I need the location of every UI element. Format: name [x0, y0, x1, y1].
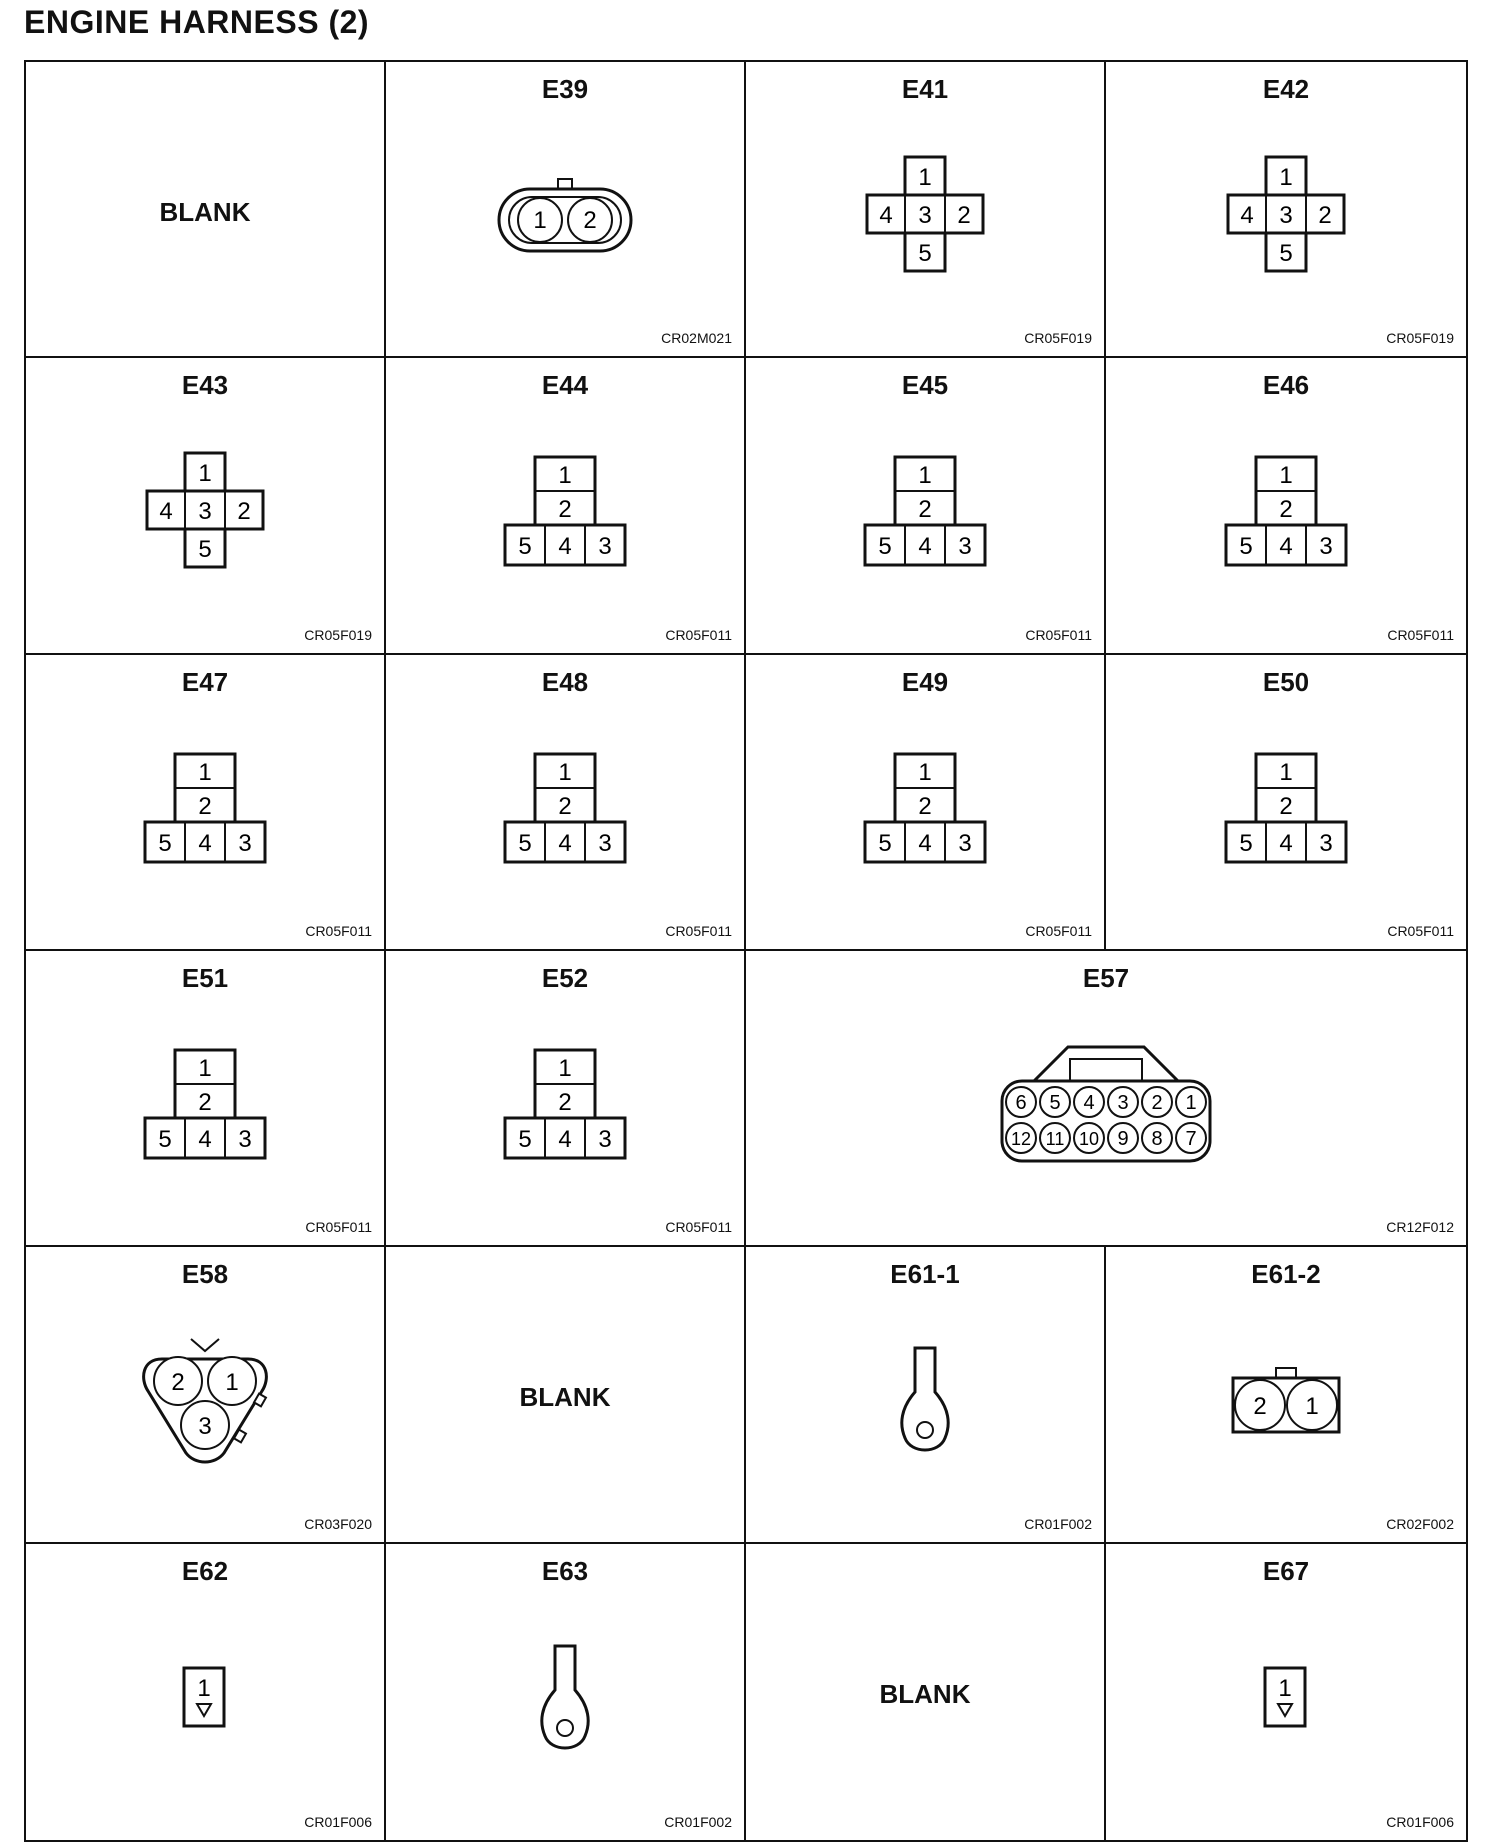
pin-label: 2 — [583, 207, 597, 235]
pin-label: 1 — [1279, 164, 1293, 192]
connector-id: E62 — [181, 1555, 229, 1586]
pin-label: 4 — [879, 202, 893, 230]
cell-e46 — [1106, 358, 1466, 654]
part-code: CR01F002 — [1024, 1515, 1092, 1532]
cell-blank-3 — [746, 1544, 1106, 1840]
connector-grid — [24, 60, 1468, 1842]
tee-five-pin-connector-icon — [1222, 453, 1350, 569]
cell-e49 — [746, 655, 1106, 951]
pin-label: 5 — [518, 533, 532, 561]
pin-label: 1 — [918, 462, 932, 490]
page-title: ENGINE HARNESS (2) — [24, 4, 370, 40]
cell-e50 — [1106, 655, 1466, 951]
connector-id: E46 — [1262, 370, 1310, 401]
part-code: CR05F011 — [665, 1219, 732, 1236]
pin-label: 5 — [198, 536, 212, 564]
cell-e62 — [26, 1544, 386, 1840]
tee-five-pin-connector-icon — [501, 1046, 629, 1162]
pin-label: 2 — [1318, 202, 1332, 230]
part-code: CR05F019 — [1024, 330, 1092, 347]
part-code: CR05F011 — [665, 923, 732, 939]
part-code: CR02M021 — [661, 330, 732, 347]
pin-label: 5 — [878, 533, 892, 561]
connector-id: E57 — [1082, 963, 1130, 993]
connector-id: E61-1 — [890, 1259, 960, 1290]
part-code: CR05F011 — [1387, 923, 1454, 939]
pin-label: 3 — [1319, 533, 1333, 561]
pin-label: 5 — [1239, 829, 1253, 857]
tee-five-pin-connector-icon — [1222, 750, 1350, 866]
pin-label: 2 — [558, 1089, 572, 1117]
pin-label: 3 — [598, 829, 612, 857]
pin-label: 1 — [1185, 1092, 1197, 1115]
pin-label: 5 — [518, 1126, 532, 1154]
pin-label: 4 — [918, 533, 932, 561]
pin-label: 3 — [598, 533, 612, 561]
cell-blank-1 — [26, 62, 386, 358]
pin-label: 5 — [1279, 240, 1293, 268]
pin-label: 3 — [958, 829, 972, 857]
pin-label: 3 — [958, 533, 972, 561]
cell-e48 — [386, 655, 746, 951]
pin-label: 5 — [518, 829, 532, 857]
ring-terminal-icon — [897, 1344, 953, 1456]
pin-label: 2 — [558, 792, 572, 820]
pin-label: 8 — [1151, 1128, 1163, 1151]
connector-id: E58 — [181, 1259, 229, 1290]
pin-label: 3 — [238, 829, 252, 857]
pin-label: 1 — [558, 758, 572, 786]
connector-id: E48 — [541, 666, 589, 697]
cell-e61-1 — [746, 1247, 1106, 1543]
connector-id: E42 — [1262, 74, 1310, 104]
pin-label: 2 — [558, 496, 572, 524]
cross-five-pin-connector-icon — [143, 449, 267, 573]
pin-label: 3 — [1279, 202, 1293, 230]
cell-e47 — [26, 655, 386, 951]
cell-e63 — [386, 1544, 746, 1840]
connector-id: E41 — [901, 74, 949, 104]
pin-label: 2 — [918, 496, 932, 524]
single-pin-connector-icon — [180, 1664, 230, 1732]
part-code: CR01F006 — [1386, 1814, 1454, 1830]
twelve-pin-connector-icon — [998, 1043, 1214, 1165]
connector-id: E44 — [541, 370, 589, 401]
pin-label: 10 — [1078, 1129, 1100, 1150]
pin-label: 4 — [558, 829, 572, 857]
pin-label: 2 — [1279, 496, 1293, 524]
pin-label: 5 — [1239, 533, 1253, 561]
part-code: CR05F011 — [305, 923, 372, 939]
pin-label: 2 — [1253, 1393, 1267, 1421]
cell-e52 — [386, 951, 746, 1247]
part-code: CR05F011 — [1025, 923, 1092, 939]
single-pin-connector-icon — [1261, 1664, 1311, 1732]
connector-id: E50 — [1262, 666, 1310, 697]
pin-label: 4 — [558, 1126, 572, 1154]
connector-id: E63 — [541, 1555, 589, 1586]
pin-label: 1 — [1278, 1674, 1292, 1702]
tee-five-pin-connector-icon — [501, 750, 629, 866]
tee-five-pin-connector-icon — [141, 750, 269, 866]
part-code: CR01F006 — [304, 1814, 372, 1830]
pin-label: 2 — [918, 792, 932, 820]
cell-e43 — [26, 358, 386, 654]
two-pin-box-connector-icon — [1229, 1364, 1343, 1436]
part-code: CR03F020 — [304, 1515, 372, 1532]
pin-label: 1 — [198, 758, 212, 786]
cross-five-pin-connector-icon — [863, 153, 987, 277]
part-code: CR05F011 — [305, 1219, 372, 1236]
pin-label: 2 — [1151, 1092, 1163, 1115]
pin-label: 2 — [237, 498, 251, 526]
blank-label: BLANK — [519, 1382, 611, 1413]
cell-e45 — [746, 358, 1106, 654]
part-code: CR05F011 — [1025, 626, 1092, 643]
pin-label: 3 — [1117, 1092, 1129, 1115]
part-code: CR05F011 — [665, 626, 732, 643]
pin-label: 5 — [1049, 1092, 1061, 1115]
pin-label: 5 — [158, 1126, 172, 1154]
pin-label: 1 — [558, 462, 572, 490]
part-code: CR05F019 — [304, 626, 372, 643]
pin-label: 4 — [198, 829, 212, 857]
cell-e67 — [1106, 1544, 1466, 1840]
pin-label: 1 — [558, 1055, 572, 1083]
cell-e57 — [746, 951, 1466, 1247]
cell-blank-2 — [386, 1247, 746, 1543]
connector-id: E52 — [541, 963, 589, 993]
pin-label: 12 — [1010, 1129, 1032, 1150]
pin-label: 2 — [198, 792, 212, 820]
connector-id: E45 — [901, 370, 949, 401]
pin-label: 1 — [1279, 462, 1293, 490]
pin-label: 4 — [918, 829, 932, 857]
pin-label: 4 — [1240, 202, 1254, 230]
pin-label: 4 — [558, 533, 572, 561]
pin-label: 2 — [957, 202, 971, 230]
pin-label: 4 — [1279, 829, 1293, 857]
connector-id: E61-2 — [1251, 1259, 1321, 1290]
cell-e41 — [746, 62, 1106, 358]
pin-label: 1 — [918, 758, 932, 786]
part-code: CR05F011 — [1387, 626, 1454, 643]
pin-label: 2 — [198, 1089, 212, 1117]
pin-label: 4 — [1083, 1092, 1095, 1115]
connector-id: E47 — [181, 666, 229, 697]
pin-label: 11 — [1045, 1129, 1065, 1150]
pin-label: 5 — [158, 829, 172, 857]
connector-id: E39 — [541, 74, 589, 104]
tee-five-pin-connector-icon — [501, 453, 629, 569]
pin-label: 1 — [918, 164, 932, 192]
pin-label: 1 — [225, 1369, 239, 1397]
pin-label: 2 — [1279, 792, 1293, 820]
ring-terminal-icon — [537, 1642, 593, 1754]
cell-e42 — [1106, 62, 1466, 358]
pin-label: 1 — [198, 1055, 212, 1083]
pin-label: 7 — [1185, 1128, 1197, 1151]
pin-label: 1 — [197, 1674, 211, 1702]
connector-id: E49 — [901, 666, 949, 697]
part-code: CR01F002 — [664, 1814, 732, 1830]
pin-label: 3 — [598, 1126, 612, 1154]
pin-label: 3 — [238, 1126, 252, 1154]
pin-label: 6 — [1015, 1092, 1027, 1115]
pin-label: 2 — [171, 1369, 185, 1397]
pin-label: 4 — [198, 1126, 212, 1154]
connector-id: E43 — [181, 370, 229, 401]
pin-label: 3 — [198, 498, 212, 526]
cell-e61-2 — [1106, 1247, 1466, 1543]
part-code: CR12F012 — [1386, 1219, 1454, 1236]
blank-label: BLANK — [159, 197, 251, 227]
pin-label: 1 — [1279, 758, 1293, 786]
pin-label: 9 — [1117, 1128, 1129, 1151]
pin-label: 3 — [1319, 829, 1333, 857]
part-code: CR05F019 — [1386, 330, 1454, 347]
tee-five-pin-connector-icon — [861, 750, 989, 866]
connector-id: E67 — [1262, 1555, 1310, 1586]
blank-label: BLANK — [879, 1678, 971, 1709]
cross-five-pin-connector-icon — [1224, 153, 1348, 277]
three-pin-triangle-connector-icon — [140, 1335, 270, 1465]
pin-label: 3 — [918, 202, 932, 230]
tee-five-pin-connector-icon — [141, 1046, 269, 1162]
tee-five-pin-connector-icon — [861, 453, 989, 569]
cell-e44 — [386, 358, 746, 654]
pin-label: 1 — [1305, 1393, 1319, 1421]
pin-label: 3 — [198, 1413, 212, 1441]
pin-label: 5 — [878, 829, 892, 857]
pin-label: 4 — [1279, 533, 1293, 561]
connector-id: E51 — [181, 963, 229, 993]
part-code: CR02F002 — [1386, 1515, 1454, 1532]
pin-label: 5 — [918, 240, 932, 268]
cell-e39 — [386, 62, 746, 358]
two-pin-round-connector-icon — [495, 175, 635, 255]
pin-label: 1 — [533, 207, 547, 235]
pin-label: 4 — [159, 498, 173, 526]
cell-e58 — [26, 1247, 386, 1543]
cell-e51 — [26, 951, 386, 1247]
pin-label: 1 — [198, 460, 212, 488]
